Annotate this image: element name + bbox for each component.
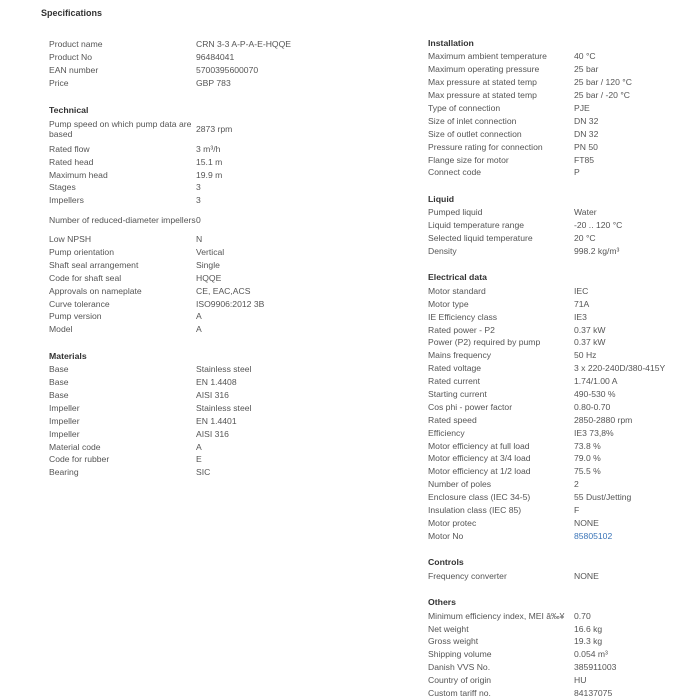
spec-row — [49, 181, 419, 194]
spec-value: CRN 3-3 A-P-A-E-HQQE — [196, 39, 292, 50]
spec-label: Motor efficiency at 3/4 load — [428, 453, 531, 464]
spec-label: Motor efficiency at 1/2 load — [428, 466, 531, 477]
spec-row — [49, 389, 419, 402]
section-heading: Installation — [428, 38, 474, 48]
spec-label: Pressure rating for connection — [428, 141, 543, 152]
spec-value: 79.0 % — [574, 453, 601, 464]
spec-label: Type of connection — [428, 103, 501, 113]
spec-row — [428, 323, 700, 336]
spec-value: 1.74/1.00 A — [574, 376, 618, 387]
spec-row — [428, 362, 700, 375]
spec-value: 3 — [196, 195, 201, 206]
spec-value: 2 — [574, 479, 579, 490]
spec-row — [49, 440, 419, 453]
spec-row — [428, 478, 700, 491]
spec-value: 385911003 — [574, 662, 617, 673]
spec-row — [428, 622, 700, 635]
spec-label: Pumped liquid — [428, 207, 483, 218]
spec-row — [49, 427, 419, 440]
spec-label: Rated head — [49, 156, 94, 167]
spec-value: Stainless steel — [196, 364, 252, 375]
spec-label: Pump version — [49, 311, 102, 322]
spec-label: Frequency converter — [428, 570, 507, 581]
spec-label: Mains frequency — [428, 350, 492, 361]
spec-row — [428, 413, 700, 426]
spec-label: Code for rubber — [49, 454, 110, 465]
spec-row — [428, 50, 700, 63]
spec-section-materials — [49, 350, 419, 479]
spec-label: Gross weight — [428, 636, 479, 647]
section-heading: Technical — [49, 104, 89, 115]
spec-value: 2850-2880 rpm — [574, 414, 633, 425]
spec-value: HQQE — [196, 272, 222, 283]
spec-label: Model — [49, 324, 73, 335]
spec-label: Rated voltage — [428, 363, 482, 374]
spec-label: Product No — [49, 52, 92, 63]
spec-row — [428, 517, 700, 530]
spec-value: Vertical — [196, 246, 225, 257]
spec-value: 0.054 m³ — [574, 649, 608, 660]
spec-value: 3 x 220-240D/380-415Y — [574, 363, 666, 374]
spec-row — [428, 284, 700, 297]
spec-value: AISI 316 — [196, 428, 229, 439]
spec-row — [428, 452, 700, 465]
spec-value: 3 m³/h — [196, 143, 221, 154]
spec-label: Danish VVS No. — [428, 662, 491, 673]
spec-label: Starting current — [428, 389, 487, 400]
spec-row — [49, 363, 419, 376]
spec-row — [428, 219, 700, 232]
spec-row — [428, 89, 700, 102]
spec-label: Motor standard — [428, 285, 486, 296]
spec-row — [49, 414, 419, 427]
spec-value: NONE — [574, 570, 599, 581]
spec-row — [49, 258, 419, 271]
spec-row — [428, 140, 700, 153]
spec-label: Pump speed on which pump data are based — [49, 119, 192, 140]
spec-label: Stages — [49, 182, 76, 193]
spec-value: 73.8 % — [574, 440, 601, 451]
spec-label: Material code — [49, 441, 101, 452]
spec-row — [49, 207, 419, 233]
spec-value: 19.9 m — [196, 169, 223, 180]
spec-row — [428, 648, 700, 661]
spec-row — [428, 375, 700, 388]
spec-label: Number of reduced-diameter impellers — [49, 214, 196, 225]
spec-value: 71A — [574, 298, 590, 309]
spec-label: Max pressure at stated temp — [428, 90, 537, 101]
spec-value: 3 — [196, 182, 201, 193]
spec-row — [49, 38, 419, 51]
spec-value: NONE — [574, 517, 599, 528]
spec-label: Flange size for motor — [428, 154, 509, 165]
spec-label: Shipping volume — [428, 649, 492, 660]
spec-row — [49, 284, 419, 297]
spec-label: Size of inlet connection — [428, 115, 517, 126]
spec-row — [49, 64, 419, 77]
spec-value: 75.5 % — [574, 466, 601, 477]
spec-row — [49, 297, 419, 310]
spec-value: 96484041 — [196, 52, 235, 63]
spec-value: 25 bar / 120 °C — [574, 77, 632, 88]
spec-section-technical — [49, 104, 419, 336]
spec-value: 0.70 — [574, 610, 591, 621]
spec-section-controls — [428, 556, 700, 582]
spec-value: 0 — [196, 214, 201, 225]
spec-label: Insulation class (IEC 85) — [428, 505, 522, 516]
spec-label: Cos phi - power factor — [428, 401, 513, 412]
spec-label: Rated flow — [49, 143, 90, 154]
spec-value: 2873 rpm — [196, 124, 233, 135]
section-heading: Materials — [49, 350, 87, 361]
spec-row — [428, 439, 700, 452]
spec-value: 0.37 kW — [574, 337, 606, 348]
spec-row — [428, 465, 700, 478]
spec-label: Custom tariff no. — [428, 687, 491, 698]
spec-value: 0.37 kW — [574, 324, 606, 335]
spec-label: Liquid temperature range — [428, 220, 525, 231]
spec-value: A — [196, 324, 202, 335]
spec-row — [49, 117, 419, 143]
spec-label: Shaft seal arrangement — [49, 259, 139, 270]
spec-row — [428, 529, 700, 542]
spec-row — [49, 271, 419, 284]
spec-label: Net weight — [428, 623, 469, 634]
spec-section-installation — [428, 37, 700, 179]
spec-row — [49, 168, 419, 181]
section-heading: Others — [428, 597, 457, 608]
spec-row — [428, 426, 700, 439]
spec-row — [428, 336, 700, 349]
spec-label: EAN number — [49, 65, 99, 76]
spec-value: -20 .. 120 °C — [574, 220, 623, 231]
spec-value: ISO9906:2012 3B — [196, 298, 265, 309]
spec-row — [49, 77, 419, 90]
section-heading: Electrical data — [428, 272, 487, 283]
spec-label: Impellers — [49, 195, 84, 206]
spec-label: Maximum ambient temperature — [428, 51, 547, 62]
spec-label: Selected liquid temperature — [428, 233, 533, 244]
spec-row — [49, 376, 419, 389]
spec-row — [49, 401, 419, 414]
spec-row — [428, 127, 700, 140]
spec-row — [428, 674, 700, 687]
spec-section-electrical-data — [428, 271, 700, 542]
spec-label: Connect code — [428, 167, 482, 178]
spec-row — [428, 297, 700, 310]
spec-label: Motor No — [428, 530, 464, 541]
spec-row — [428, 166, 700, 179]
spec-label: Size of outlet connection — [428, 128, 522, 139]
left-spec-column — [49, 38, 419, 493]
spec-value: FT85 — [574, 154, 595, 165]
spec-row — [49, 155, 419, 168]
spec-value: PJE — [574, 103, 590, 113]
spec-value: Water — [574, 207, 597, 218]
spec-label: Base — [49, 364, 69, 375]
spec-value: IE3 — [574, 311, 587, 322]
spec-row — [49, 246, 419, 259]
spec-value: F — [574, 505, 580, 516]
spec-row — [428, 400, 700, 413]
spec-row — [428, 76, 700, 89]
spec-row — [49, 310, 419, 323]
spec-value: HU — [574, 675, 587, 686]
spec-value: 20 °C — [574, 233, 596, 244]
spec-label: Rated current — [428, 376, 481, 387]
spec-label: Code for shaft seal — [49, 272, 122, 283]
spec-section-others — [428, 596, 700, 699]
spec-section-liquid — [428, 193, 700, 258]
spec-row — [428, 687, 700, 700]
spec-value: N — [196, 234, 203, 245]
spec-label: Curve tolerance — [49, 298, 110, 309]
spec-row — [428, 310, 700, 323]
spec-value: AISI 316 — [196, 389, 229, 400]
spec-value: 490-530 % — [574, 389, 616, 400]
spec-value: PN 50 — [574, 141, 598, 152]
spec-label: IE Efficiency class — [428, 311, 498, 322]
spec-row — [49, 142, 419, 155]
spec-value: 998.2 kg/m³ — [574, 246, 620, 257]
spec-value: 50 Hz — [574, 350, 597, 361]
spec-row — [49, 51, 419, 64]
spec-value: 0.80-0.70 — [574, 401, 611, 412]
spec-value: 55 Dust/Jetting — [574, 492, 632, 503]
section-heading: Liquid — [428, 193, 455, 204]
spec-label: Impeller — [49, 428, 80, 439]
section-heading: Controls — [428, 557, 464, 568]
spec-value: 25 bar / -20 °C — [574, 90, 630, 101]
spec-value: GBP 783 — [196, 78, 231, 89]
spec-label: Rated speed — [428, 414, 477, 425]
spec-label: Base — [49, 389, 69, 400]
spec-value: 15.1 m — [196, 156, 223, 167]
spec-label: Maximum head — [49, 169, 108, 180]
spec-label: Motor efficiency at full load — [428, 440, 530, 451]
spec-value: IE3 73,8% — [574, 427, 614, 438]
spec-label: Efficiency — [428, 427, 465, 438]
spec-row — [428, 349, 700, 362]
spec-label: Impeller — [49, 415, 80, 426]
spec-value: DN 32 — [574, 115, 599, 126]
spec-value: Single — [196, 259, 220, 270]
spec-row — [428, 609, 700, 622]
spec-label: Density — [428, 246, 457, 257]
spec-row — [428, 388, 700, 401]
right-spec-column — [428, 37, 700, 700]
spec-label: Product name — [49, 39, 103, 50]
spec-value: A — [196, 311, 202, 322]
spec-row — [428, 153, 700, 166]
spec-row — [49, 453, 419, 466]
spec-label: Impeller — [49, 402, 80, 413]
spec-row — [428, 504, 700, 517]
spec-value: 84137075 — [574, 687, 613, 698]
spec-label: Number of poles — [428, 479, 492, 490]
spec-value: P — [574, 167, 580, 178]
spec-value: 5700395600070 — [196, 65, 259, 76]
spec-value: Stainless steel — [196, 402, 252, 413]
spec-label: Maximum operating pressure — [428, 64, 540, 75]
motor-number-link[interactable]: 85805102 — [574, 530, 613, 541]
spec-value: 19.3 kg — [574, 636, 603, 647]
spec-value: A — [196, 441, 202, 452]
spec-value: 40 °C — [574, 51, 596, 62]
spec-label: Bearing — [49, 467, 79, 478]
spec-row — [428, 661, 700, 674]
spec-label: Pump orientation — [49, 246, 114, 257]
spec-row — [428, 114, 700, 127]
spec-value: 16.6 kg — [574, 623, 603, 634]
spec-value: 25 bar — [574, 64, 599, 75]
spec-value: DN 32 — [574, 128, 599, 139]
spec-row — [428, 491, 700, 504]
spec-value: EN 1.4408 — [196, 377, 237, 388]
spec-label: Max pressure at stated temp — [428, 77, 537, 88]
spec-label: Low NPSH — [49, 234, 92, 245]
spec-label: Enclosure class (IEC 34-5) — [428, 492, 531, 503]
spec-label: Motor type — [428, 298, 469, 309]
spec-row — [428, 569, 700, 582]
spec-row — [428, 206, 700, 219]
spec-value: IEC — [574, 285, 589, 296]
spec-label: Minimum efficiency index, MEI â‰¥ — [428, 610, 565, 621]
spec-value: SIC — [196, 467, 211, 478]
spec-value: CE, EAC,ACS — [196, 285, 251, 296]
spec-label: Base — [49, 377, 69, 388]
spec-row — [428, 635, 700, 648]
spec-label: Power (P2) required by pump — [428, 337, 541, 348]
spec-label: Motor protec — [428, 517, 477, 528]
spec-label: Country of origin — [428, 675, 492, 686]
spec-row — [428, 245, 700, 258]
page-title: Specifications — [41, 8, 103, 18]
spec-row — [428, 63, 700, 76]
spec-value: E — [196, 454, 202, 465]
spec-label: Rated power - P2 — [428, 324, 495, 335]
spec-row — [49, 194, 419, 207]
spec-row — [49, 466, 419, 479]
spec-row — [49, 233, 419, 246]
spec-label: Approvals on nameplate — [49, 285, 142, 296]
spec-value: EN 1.4401 — [196, 415, 237, 426]
spec-row — [49, 323, 419, 336]
spec-label: Price — [49, 78, 69, 89]
spec-row — [428, 102, 700, 115]
spec-section-general — [49, 38, 419, 90]
spec-row — [428, 232, 700, 245]
